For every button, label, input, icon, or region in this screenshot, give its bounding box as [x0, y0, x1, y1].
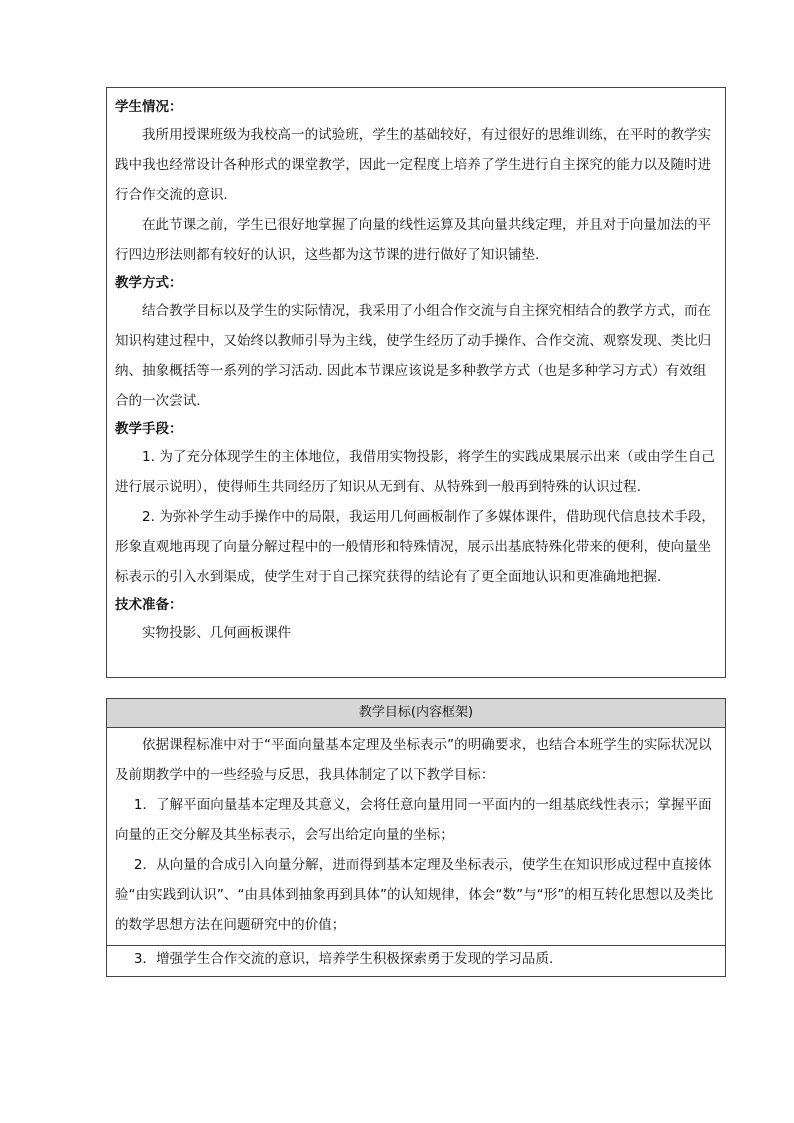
teaching-goals-body: [107, 728, 725, 974]
tech-heading: 技术准备：: [115, 597, 183, 613]
goal-divider: [107, 945, 725, 946]
teaching-goals-title: 教学目标(内容框架): [107, 699, 725, 728]
tech-paragraph: 实物投影、几何画板课件: [142, 625, 292, 641]
means-paragraph-2: 2. 为弥补学生动手操作中的局限，我运用几何画板制作了多媒体课件，借助现代信息技术手段，形象直观地再现了向量分解过程中的一般情形和特殊情况，展示出基底特殊化带来的便利，使向量坐标表示的引入水到渠成，使学生对于自己探究获得的结论有了更全面地认识和更准确地把握.: [115, 509, 715, 585]
goal-1: 1．了解平面向量基本定理及其意义，会将任意向量用同一平面内的一组基底线性表示；掌握平面向量的正交分解及其坐标表示，会写出给定向量的坐标；: [115, 797, 712, 843]
goals-intro: 依据课程标准中对于“平面向量基本定理及坐标表示”的明确要求，也结合本班学生的实际状况以及前期教学中的一些经验与反思，我具体制定了以下教学目标：: [115, 737, 712, 783]
goal-2: 2．从向量的合成引入向量分解，进而得到基本定理及坐标表示，使学生在知识形成过程中直接体验“由实践到认识”、“由具体到抽象再到具体”的认知规律，体会“数”与“形”的相互转化思想以及类比的数学思想方法在问题研究中的价值；: [115, 857, 714, 933]
goal-3: 3．增强学生合作交流的意识，培养学生积极探索勇于发现的学习品质.: [133, 951, 554, 967]
method-heading: 教学方式：: [115, 275, 183, 291]
teaching-situation-box: [106, 87, 726, 678]
students-paragraph-1: 我所用授课班级为我校高一的试验班，学生的基础较好，有过很好的思维训练，在平时的教学实践中我也经常设计各种形式的课堂教学，因此一定程度上培养了学生进行自主探究的能力以及随时进行合作交流的意识.: [115, 127, 712, 203]
teaching-goals-box: [106, 698, 726, 977]
students-paragraph-2: 在此节课之前，学生已很好地掌握了向量的线性运算及其向量共线定理，并且对于向量加法的平行四边形法则都有较好的认识，这些都为这节课的进行做好了知识铺垫.: [115, 217, 712, 263]
method-paragraph: 结合教学目标以及学生的实际情况，我采用了小组合作交流与自主探究相结合的教学方式，而在知识构建过程中，又始终以教师引导为主线，使学生经历了动手操作、合作交流、观察发现、类比归纳、抽象概括等一系列的学习活动. 因此本节课应该说是多种教学方式（也是多种学习方式）有效组合的一次尝试.: [115, 303, 712, 409]
students-heading: 学生情况：: [115, 99, 183, 115]
means-paragraph-1: 1. 为了充分体现学生的主体地位，我借用实物投影，将学生的实践成果展示出来（或由学生自己进行展示说明），使得师生共同经历了知识从无到有、从特殊到一般再到特殊的认识过程.: [115, 449, 715, 495]
means-heading: 教学手段：: [115, 421, 183, 437]
